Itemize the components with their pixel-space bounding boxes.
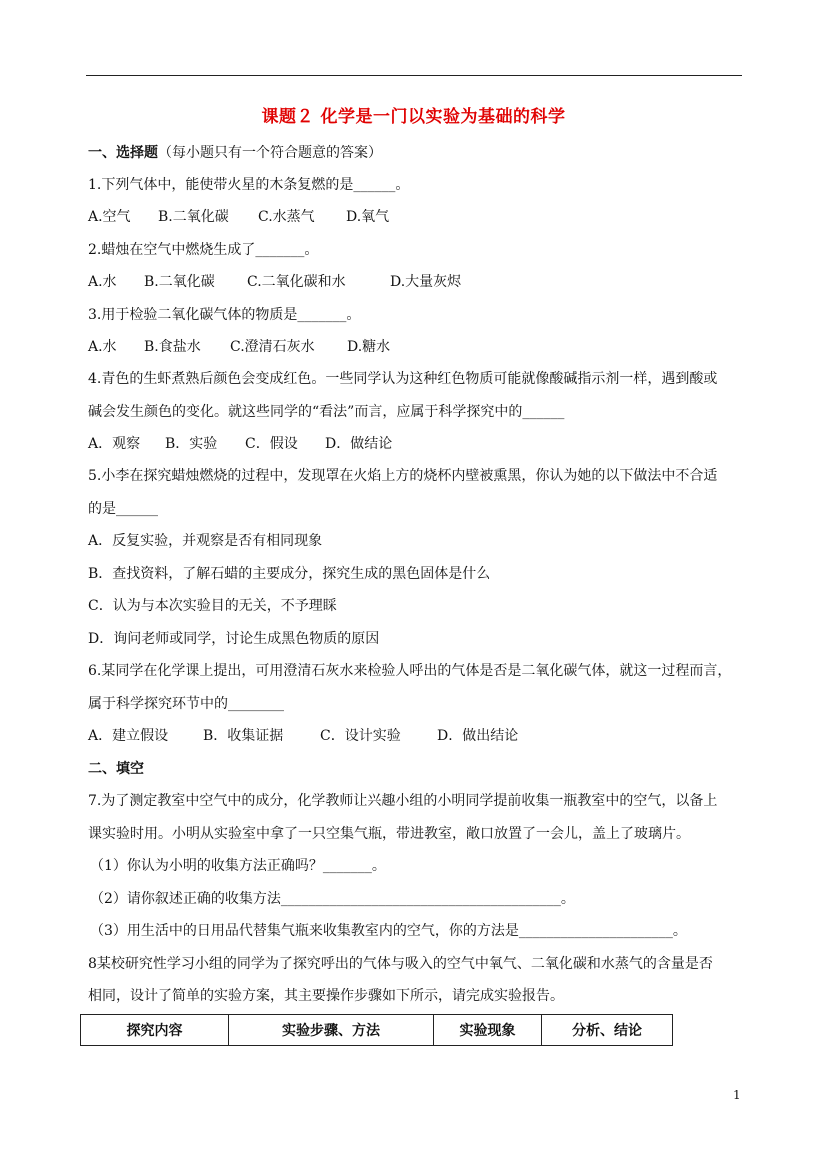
q5-option-a: A．反复实验，并观察是否有相同现象 (88, 533, 323, 549)
q5-option-b: B．查找资料，了解石蜡的主要成分，探究生成的黑色固体是什么 (88, 566, 491, 582)
q8-stem-line2: 相同，设计了简单的实验方案，其主要操作步骤如下所示，请完成实验报告。 (88, 988, 564, 1004)
q2-option-a: A.水 (88, 274, 117, 290)
q2-option-c: C.二氧化碳和水 (247, 274, 346, 290)
q6-stem-line2: 属于科学探究环节中的________ (88, 696, 284, 712)
q6-option-d: D．做出结论 (437, 728, 519, 744)
q2-option-d: D.大量灰烬 (390, 274, 462, 290)
q6-option-b: B．收集证据 (203, 728, 284, 744)
q7-sub2: （2）请你叙述正确的收集方法________________________________________。 (90, 891, 575, 907)
q5-stem-line1: 5.小李在探究蜡烛燃烧的过程中，发现罩在火焰上方的烧杯内壁被熏黑，你认为她的以下做法中不合适 (88, 468, 718, 484)
table-header-row (81, 1015, 673, 1046)
header-rule (86, 75, 742, 76)
q5-option-d: D．询问老师或同学，讨论生成黑色物质的原因 (88, 631, 380, 647)
q3-stem: 3.用于检验二氧化碳气体的物质是_______。 (88, 307, 361, 323)
q3-option-c: C.澄清石灰水 (230, 339, 315, 355)
q5-stem-line2: 的是______ (88, 501, 158, 517)
section2-heading: 二、填空 (88, 761, 144, 777)
q1-stem: 1.下列气体中，能使带火星的木条复燃的是______。 (88, 177, 410, 193)
q1-option-c: C.水蒸气 (258, 209, 315, 225)
q7-sub3: （3）用生活中的日用品代替集气瓶来收集教室内的空气，你的方法是______________________。 (90, 923, 687, 939)
q7-sub1: （1）你认为小明的收集方法正确吗？_______。 (90, 858, 386, 874)
section1-note: （每小题只有一个符合题意的答案） (158, 145, 382, 161)
q1-option-b: B.二氧化碳 (158, 209, 229, 225)
q2-stem: 2.蜡烛在空气中燃烧生成了_______。 (88, 242, 319, 258)
q4-options (88, 434, 392, 454)
experiment-report-table (80, 1014, 673, 1046)
q7-stem-line1: 7.为了测定教室中空气中的成分，化学教师让兴趣小组的小明同学提前收集一瓶教室中的空气，以备上 (88, 793, 718, 809)
page-number: 1 (733, 1088, 741, 1102)
table-header-steps: 实验步骤、方法 (229, 1015, 434, 1046)
q3-option-a: A.水 (88, 339, 117, 355)
q5-option-c: C．认为与本次实验目的无关，不予理睬 (88, 598, 337, 614)
q4-stem-line2: 碱会发生颜色的变化。就这些同学的“看法”而言，应属于科学探究中的______ (88, 404, 565, 420)
q6-options (88, 726, 518, 746)
q2-options (88, 272, 461, 292)
q1-options (88, 207, 389, 227)
q4-stem-line1: 4.青色的生虾煮熟后颜色会变成红色。一些同学认为这种红色物质可能就像酸碱指示剂一样，遇到酸或 (88, 371, 718, 387)
q7-stem-line2: 课实验时用。小明从实验室中拿了一只空集气瓶，带进教室，敞口放置了一会儿，盖上了玻璃片。 (88, 826, 690, 842)
q3-option-b: B.食盐水 (144, 339, 201, 355)
page-title: 课题２ 化学是一门以实验为基础的科学 (261, 107, 566, 127)
q1-option-d: D.氧气 (346, 209, 390, 225)
q6-option-c: C．设计实验 (320, 728, 401, 744)
q6-option-a: A．建立假设 (88, 728, 169, 744)
q2-option-b: B.二氧化碳 (144, 274, 215, 290)
table-header-content: 探究内容 (81, 1015, 229, 1046)
q4-option-d: D．做结论 (325, 436, 393, 452)
q6-stem-line1: 6.某同学在化学课上提出，可用澄清石灰水来检验人呼出的气体是否是二氧化碳气体，就这一过程而言， (88, 663, 732, 679)
q4-option-c: C．假设 (245, 436, 298, 452)
q1-option-a: A.空气 (88, 209, 131, 225)
section1-heading-line (88, 143, 382, 163)
section1-heading: 一、选择题 (88, 145, 158, 161)
q4-option-b: B．实验 (165, 436, 218, 452)
q3-option-d: D.糖水 (347, 339, 391, 355)
q4-option-a: A．观察 (88, 436, 141, 452)
table-header-conclusion: 分析、结论 (542, 1015, 673, 1046)
table-header-phenomena: 实验现象 (434, 1015, 542, 1046)
q8-stem-line1: 8某校研究性学习小组的同学为了探究呼出的气体与吸入的空气中氧气、二氧化碳和水蒸气的含量是否 (88, 956, 713, 972)
q3-options (88, 337, 390, 357)
